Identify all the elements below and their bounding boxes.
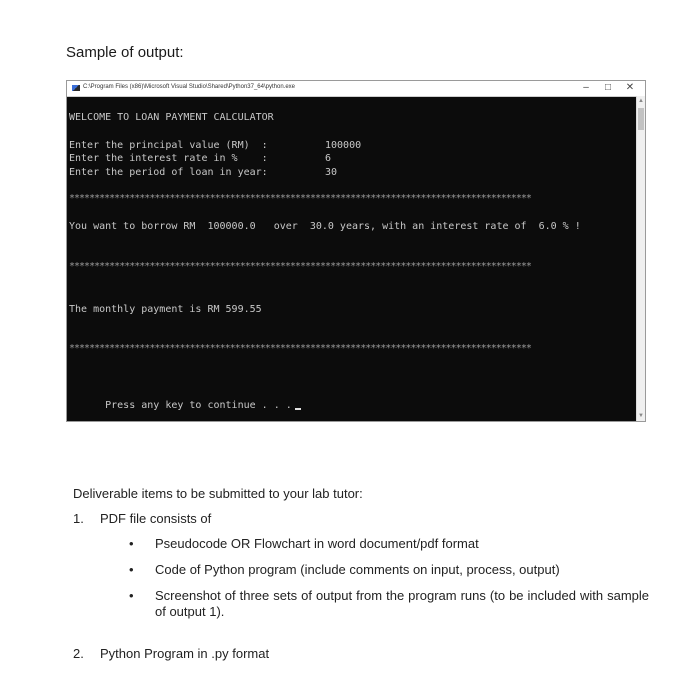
bullet-icon: • [129, 562, 134, 577]
value-principal: 100000 [325, 140, 362, 151]
value-period: 30 [325, 167, 338, 178]
console-window [66, 80, 646, 422]
window-title: C:\Program Files (x86)\Microsoft Visual Studio\Shared\Python37_64\python.exe [83, 84, 295, 90]
deliverables-title: Deliverable items to be submitted to your lab tutor: [73, 486, 363, 501]
prompt-rate: Enter the interest rate in % : [69, 153, 268, 164]
welcome-line: WELCOME TO LOAN PAYMENT CALCULATOR [69, 112, 274, 123]
console-titlebar[interactable] [67, 81, 645, 97]
window-controls [575, 82, 641, 94]
bullet-icon: • [129, 588, 134, 603]
item-text: PDF file consists of [100, 511, 212, 526]
press-key-line [69, 385, 301, 427]
bullet-text: Pseudocode OR Flowchart in word document/pdf format [155, 536, 479, 551]
separator-line: ******************************************************************************************** [69, 193, 531, 204]
scroll-down-icon[interactable]: ▼ [638, 413, 644, 419]
maximize-button[interactable]: □ [604, 82, 612, 93]
python-app-icon [72, 85, 80, 91]
bullet-item [129, 588, 649, 620]
scroll-up-icon[interactable]: ▲ [638, 98, 644, 104]
bullet-text: Screenshot of three sets of output from the program runs (to be included with sample of output 1). [155, 588, 649, 619]
bullet-list [129, 536, 649, 630]
console-output [69, 96, 635, 421]
item-text: Python Program in .py format [100, 646, 270, 661]
bullet-text: Code of Python program (include comments on input, process, output) [155, 562, 560, 577]
item-number: 2. [73, 646, 84, 661]
bullet-item [129, 536, 649, 552]
bullet-item [129, 562, 649, 578]
value-rate: 6 [325, 153, 332, 164]
close-button[interactable]: ✕ [625, 82, 635, 93]
summary-line: You want to borrow RM 100000.0 over 30.0 years, with an interest rate of 6.0 % ! [69, 221, 581, 232]
item-number: 1. [73, 511, 84, 526]
scroll-thumb[interactable] [638, 108, 644, 130]
result-line: The monthly payment is RM 599.55 [69, 304, 262, 315]
separator-line: ******************************************************************************************** [69, 343, 531, 354]
console-scrollbar[interactable] [636, 96, 645, 421]
prompt-period: Enter the period of loan in year: [69, 167, 268, 178]
prompt-principal: Enter the principal value (RM) : [69, 140, 268, 151]
press-key-text: Press any key to continue . . . [105, 400, 292, 411]
minimize-button[interactable]: – [583, 82, 589, 93]
bullet-icon: • [129, 536, 134, 551]
sample-output-heading: Sample of output: [66, 44, 184, 61]
separator-line: ******************************************************************************************** [69, 261, 531, 272]
text-cursor [295, 408, 301, 410]
